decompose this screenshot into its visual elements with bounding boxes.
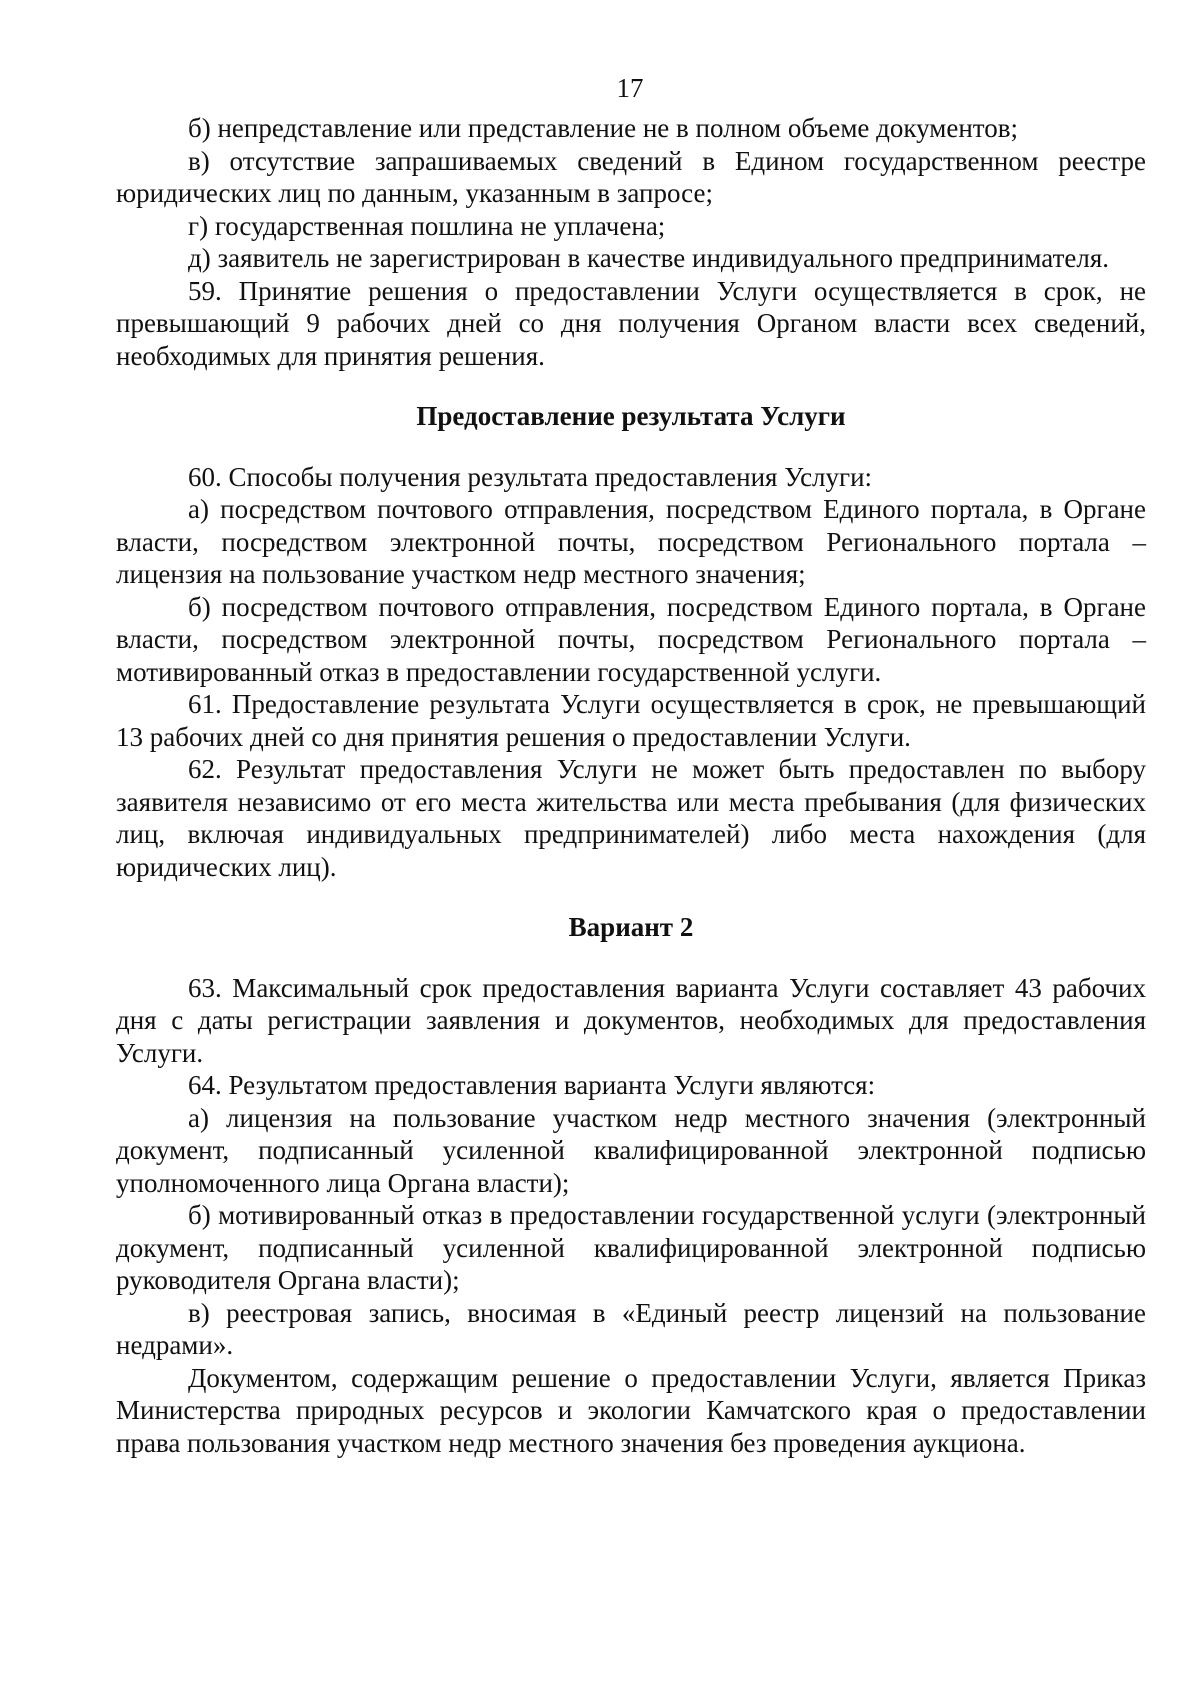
paragraph-item-d-not-registered: д) заявитель не зарегистрирован в качестве индивидуального предпринимателя. xyxy=(188,243,1109,273)
paragraph-62: 62. Результат предоставления Услуги не может быть предоставлен по выбору заявителя независимо от его места жительства или места пребывания (для физических лиц, включая индивидуальных предпринимателей) либо места нахождения (для юридических лиц). xyxy=(116,754,1146,882)
paragraph-64-b: б) мотивированный отказ в предоставлении государственной услуги (электронный документ, подписанный усиленной квалифицированной электронной подписью руководителя Органа власти); xyxy=(116,1200,1146,1295)
page-number: 17 xyxy=(616,73,644,103)
paragraph-64-v: в) реестровая запись, вносимая в «Единый реестр лицензий на пользование недрами». xyxy=(116,1297,1146,1360)
paragraph-item-b-missing-documents: б) непредставление или представление не в полном объеме документов; xyxy=(188,113,1018,143)
paragraph-item-v-no-registry-data: в) отсутствие запрашиваемых сведений в Едином государственном реестре юридических лиц по данным, указанным в запросе; xyxy=(116,145,1146,208)
paragraph-59: 59. Принятие решения о предоставлении Услуги осуществляется в срок, не превышающий 9 рабочих дней со дня получения Органом власти всех сведений, необходимых для принятия решения. xyxy=(116,275,1146,371)
paragraph-decision-document: Документом, содержащим решение о предоставлении Услуги, является Приказ Министерства природных ресурсов и экологии Камчатского края о предоставлении права пользования участком недр местного значения без проведения аукциона. xyxy=(116,1362,1146,1458)
paragraph-64: 64. Результатом предоставления варианта Услуги являются: xyxy=(188,1070,876,1100)
paragraph-64-a: а) лицензия на пользование участком недр местного значения (электронный документ, подписанный усиленной квалифицированной электронной подписью уполномоченного лица Органа власти); xyxy=(116,1102,1146,1198)
section-heading-variant-2: Вариант 2 xyxy=(568,912,694,942)
paragraph-60: 60. Способы получения результата предоставления Услуги: xyxy=(188,461,873,492)
paragraph-63: 63. Максимальный срок предоставления варианта Услуги составляет 43 рабочих дня с даты регистрации заявления и документов, необходимых для предоставления Услуги. xyxy=(116,972,1146,1068)
paragraph-60-b: б) посредством почтового отправления, посредством Единого портала, в Органе власти, посредством электронной почты, посредством Регионального портала – мотивированный отказ в предоставлении государственной услуги. xyxy=(116,591,1146,687)
document-body xyxy=(116,112,1146,1459)
paragraph-item-g-fee-unpaid: г) государственная пошлина не уплачена; xyxy=(188,210,666,241)
section-heading-result: Предоставление результата Услуги xyxy=(416,401,846,431)
paragraph-61: 61. Предоставление результата Услуги осуществляется в срок, не превышающий 13 рабочих дней со дня принятия решения о предоставлении Услуги. xyxy=(116,689,1146,752)
paragraph-60-a: а) посредством почтового отправления, посредством Единого портала, в Органе власти, посредством электронной почты, посредством Регионального портала – лицензия на пользование участком недр местного значения; xyxy=(116,494,1146,589)
